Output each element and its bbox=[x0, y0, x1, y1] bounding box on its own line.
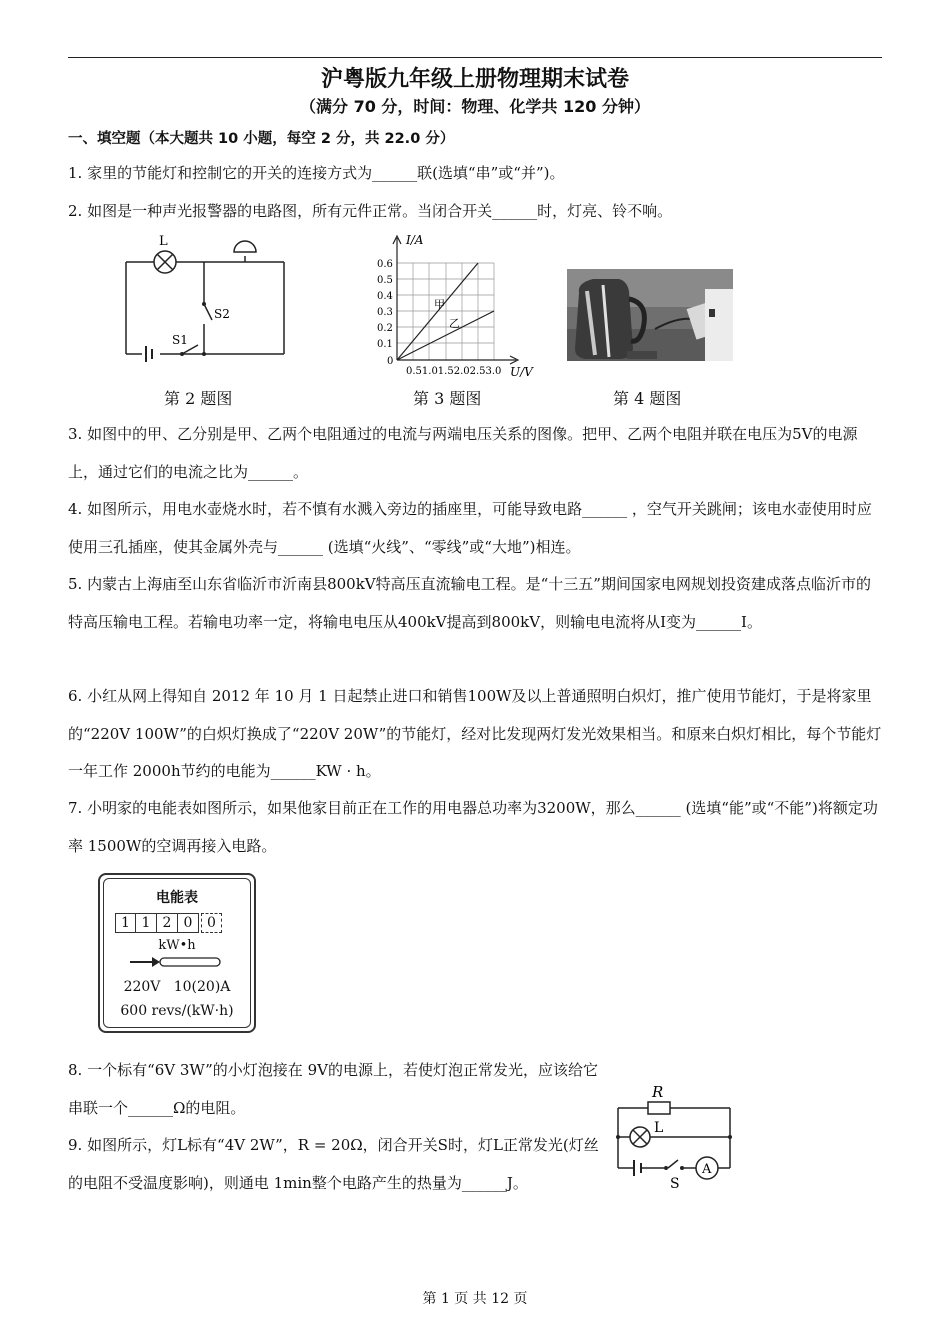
question-5: 5. 内蒙古上海庙至山东省临沂市沂南县800kV特高压直流输电工程。是“十三五”期间国家电网规划投资建成落点临沂市的特高压输电工程。若输电功率一定，将输电电压从400kV提高到800kV，则输电电流将从I变为______I。 bbox=[68, 575, 871, 631]
figure-2-circuit bbox=[112, 232, 302, 367]
meter-digit: 1 bbox=[136, 913, 157, 933]
electric-meter bbox=[98, 873, 256, 1033]
fig9-label-L: L bbox=[654, 1120, 664, 1136]
question-4: 4. 如图所示，用电水壶烧水时，若不慎有水溅入旁边的插座里，可能导致电路______ ，空气开关跳闸；该电水壶使用时应使用三孔插座，使其金属外壳与______ (选填“火线”、“零线”或“大地”)相连。 bbox=[68, 500, 872, 556]
question-8: 8. 一个标有“6V 3W”的小灯泡接在 9V的电源上，若使灯泡正常发光，应该给它串联一个______Ω的电阻。 bbox=[68, 1061, 598, 1117]
figure-4-caption: 第 4 题图 bbox=[613, 389, 682, 408]
meter-digits bbox=[115, 913, 222, 933]
figure-9-circuit bbox=[610, 1080, 745, 1192]
figure-4-kettle-photo bbox=[567, 269, 733, 361]
figure-3-graph bbox=[370, 230, 540, 380]
exam-title: 沪粤版九年级上册物理期末试卷 bbox=[320, 67, 629, 92]
fig3-label-yi: 乙 bbox=[449, 317, 460, 330]
fig3-ytick: 0.6 bbox=[377, 259, 393, 270]
fig9-label-R: R bbox=[652, 1083, 664, 1101]
fig3-xlabel: U/V bbox=[510, 365, 533, 379]
fig3-ytick: 0.5 bbox=[377, 275, 393, 286]
meter-rotation-arrow bbox=[128, 955, 228, 969]
figure-2-caption: 第 2 题图 bbox=[164, 389, 233, 408]
fig9-label-S: S bbox=[670, 1176, 680, 1192]
fig2-label-S1: S1 bbox=[172, 333, 188, 347]
fig3-ytick: 0.1 bbox=[377, 339, 393, 350]
meter-digit: 0 bbox=[178, 913, 199, 933]
fig3-label-jia: 甲 bbox=[434, 298, 445, 311]
meter-rating: 220V 10(20)A bbox=[123, 979, 231, 995]
question-7: 7. 小明家的电能表如图所示，如果他家目前正在工作的用电器总功率为3200W，那么______ (选填“能”或“不能”)将额定功率 1500W的空调再接入电路。 bbox=[68, 799, 878, 855]
fig3-xticks: 0.51.01.52.02.53.0 bbox=[406, 366, 502, 377]
meter-title: 电能表 bbox=[156, 890, 198, 906]
meter-digit: 2 bbox=[157, 913, 178, 933]
meter-digit-decimal: 0 bbox=[201, 913, 222, 933]
fig2-label-L: L bbox=[159, 234, 168, 249]
question-2: 2. 如图是一种声光报警器的电路图，所有元件正常。当闭合开关______时，灯亮、铃不响。 bbox=[68, 202, 673, 220]
question-6: 6. 小红从网上得知自 2012 年 10 月 1 日起禁止进口和销售100W及以上普通照明白炽灯，推广使用节能灯，于是将家里的“220V 100W”的白炽灯换成了“220V 20W”的节能灯，经对比发现两灯发光效果相当。和原来白炽灯相比，每个节能灯一年工作 2000h节约的电能为______KW · h。 bbox=[68, 687, 882, 780]
fig2-label-S2: S2 bbox=[214, 307, 230, 321]
question-3: 3. 如图中的甲、乙分别是甲、乙两个电阻通过的电流与两端电压关系的图像。把甲、乙两个电阻并联在电压为5V的电源上，通过它们的电流之比为______。 bbox=[68, 425, 858, 481]
figure-3-caption: 第 3 题图 bbox=[413, 389, 482, 408]
page-footer: 第 1 页 共 12 页 bbox=[422, 1291, 528, 1307]
fig3-ytick: 0.4 bbox=[377, 291, 393, 302]
fig9-label-A: A bbox=[702, 1162, 712, 1177]
fig3-ytick: 0.2 bbox=[377, 323, 393, 334]
fig3-ytick: 0.3 bbox=[377, 307, 393, 318]
question-9: 9. 如图所示，灯L标有“4V 2W”，R = 20Ω，闭合开关S时，灯L正常发光(灯丝的电阻不受温度影响)，则通电 1min整个电路产生的热量为______J。 bbox=[68, 1136, 599, 1192]
meter-unit: kW•h bbox=[158, 938, 196, 953]
exam-subtitle: （满分 70 分，时间：物理、化学共 120 分钟） bbox=[300, 97, 650, 116]
meter-revs: 600 revs/(kW·h) bbox=[120, 1003, 234, 1019]
fig3-ytick: 0 bbox=[387, 356, 394, 367]
fig3-ylabel: I/A bbox=[406, 233, 424, 247]
meter-digit: 1 bbox=[115, 913, 136, 933]
section-heading: 一、填空题（本大题共 10 小题，每空 2 分，共 22.0 分） bbox=[68, 131, 455, 147]
header-rule bbox=[68, 57, 882, 58]
question-1: 1. 家里的节能灯和控制它的开关的连接方式为______联(选填“串”或“并”)。 bbox=[68, 164, 565, 182]
